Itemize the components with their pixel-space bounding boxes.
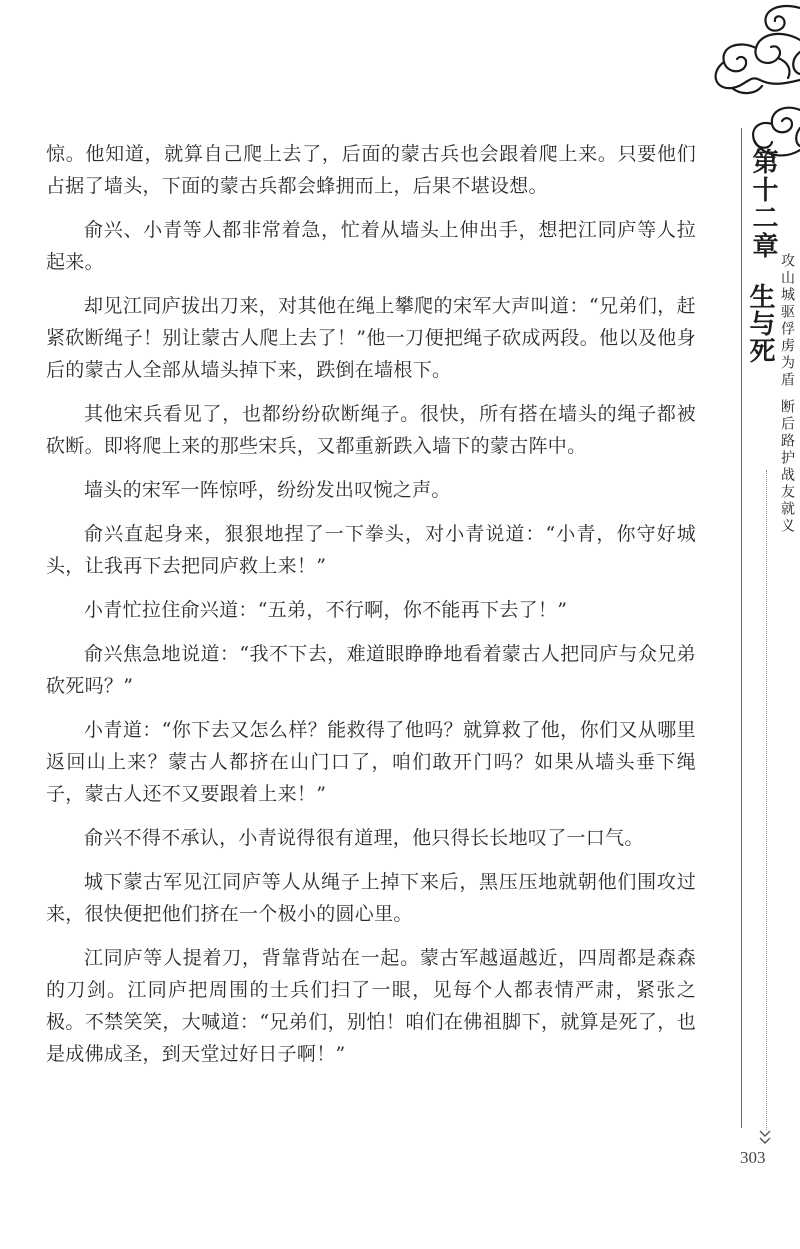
paragraph: 江同庐等人提着刀，背靠背站在一起。蒙古军越逼越近，四周都是森森的刀剑。江同庐把周围的士兵们扫了一眼，见每个人都表情严肃，紧张之极。不禁笑笑，大喊道：“兄弟们，别怕！咱们在佛祖脚下，就算是死了，也是成佛成圣，到天堂过好日子啊！” — [46, 947, 696, 1065]
paragraph: 俞兴焦急地说道：“我不下去，难道眼睁睁地看着蒙古人把同庐与众兄弟砍死吗？” — [46, 643, 696, 697]
auspicious-cloud-icon — [680, 0, 800, 175]
margin-rule — [741, 128, 742, 1128]
paragraph: 惊。他知道，就算自己爬上去了，后面的蒙古兵也会跟着爬上来。只要他们占据了墙头，下面的蒙古兵都会蜂拥而上，后果不堪设想。 — [46, 143, 696, 197]
paragraph: 墙头的宋军一阵惊呼，纷纷发出叹惋之声。 — [84, 479, 451, 501]
chapter-subtitle-line2: 断后路护战友就义 — [779, 399, 795, 535]
paragraph: 其他宋兵看见了，也都纷纷砍断绳子。很快，所有搭在墙头的绳子都被砍断。即将爬上来的那些宋兵，又都重新跌入墙下的蒙古阵中。 — [46, 403, 696, 457]
paragraph: 俞兴不得不承认，小青说得很有道理，他只得长长地叹了一口气。 — [84, 827, 644, 849]
paragraph: 小青忙拉住俞兴道：“五弟，不行啊，你不能再下去了！” — [84, 599, 568, 621]
paragraph: 小青道：“你下去又怎么样？能救得了他吗？就算救了他，你们又从哪里返回山上来？蒙古人都挤在山门口了，咱们敢开门吗？如果从墙头垂下绳子，蒙古人还不又要跟着上来！” — [46, 719, 696, 805]
double-chevron-down-icon — [758, 1128, 772, 1148]
paragraph: 俞兴、小青等人都非常着急，忙着从墙头上伸出手，想把江同庐等人拉起来。 — [46, 219, 696, 273]
chapter-label: 第十二章 — [748, 148, 778, 260]
paragraph: 却见江同庐拔出刀来，对其他在绳上攀爬的宋军大声叫道：“兄弟们，赶紧砍断绳子！别让蒙古人爬上去了！”他一刀便把绳子砍成两段。他以及他身后的蒙古人全部从墙头掉下来，跌倒在墙根下。 — [46, 295, 696, 381]
paragraph: 俞兴直起身来，狠狠地捏了一下拳头，对小青说道：“小青，你守好城头，让我再下去把同庐救上来！” — [46, 523, 696, 577]
chapter-subtitle — [774, 253, 796, 573]
margin-dotted-rule — [766, 470, 767, 1130]
chapter-title: 生与死 — [745, 283, 775, 364]
chapter-subtitle-line1: 攻山城驱俘虏为盾 — [779, 253, 795, 389]
body-text — [46, 138, 696, 1082]
page-number: 303 — [740, 1148, 766, 1167]
paragraph: 城下蒙古军见江同庐等人从绳子上掉下来后，黑压压地就朝他们围攻过来，很快便把他们挤在一个极小的圆心里。 — [46, 871, 696, 925]
